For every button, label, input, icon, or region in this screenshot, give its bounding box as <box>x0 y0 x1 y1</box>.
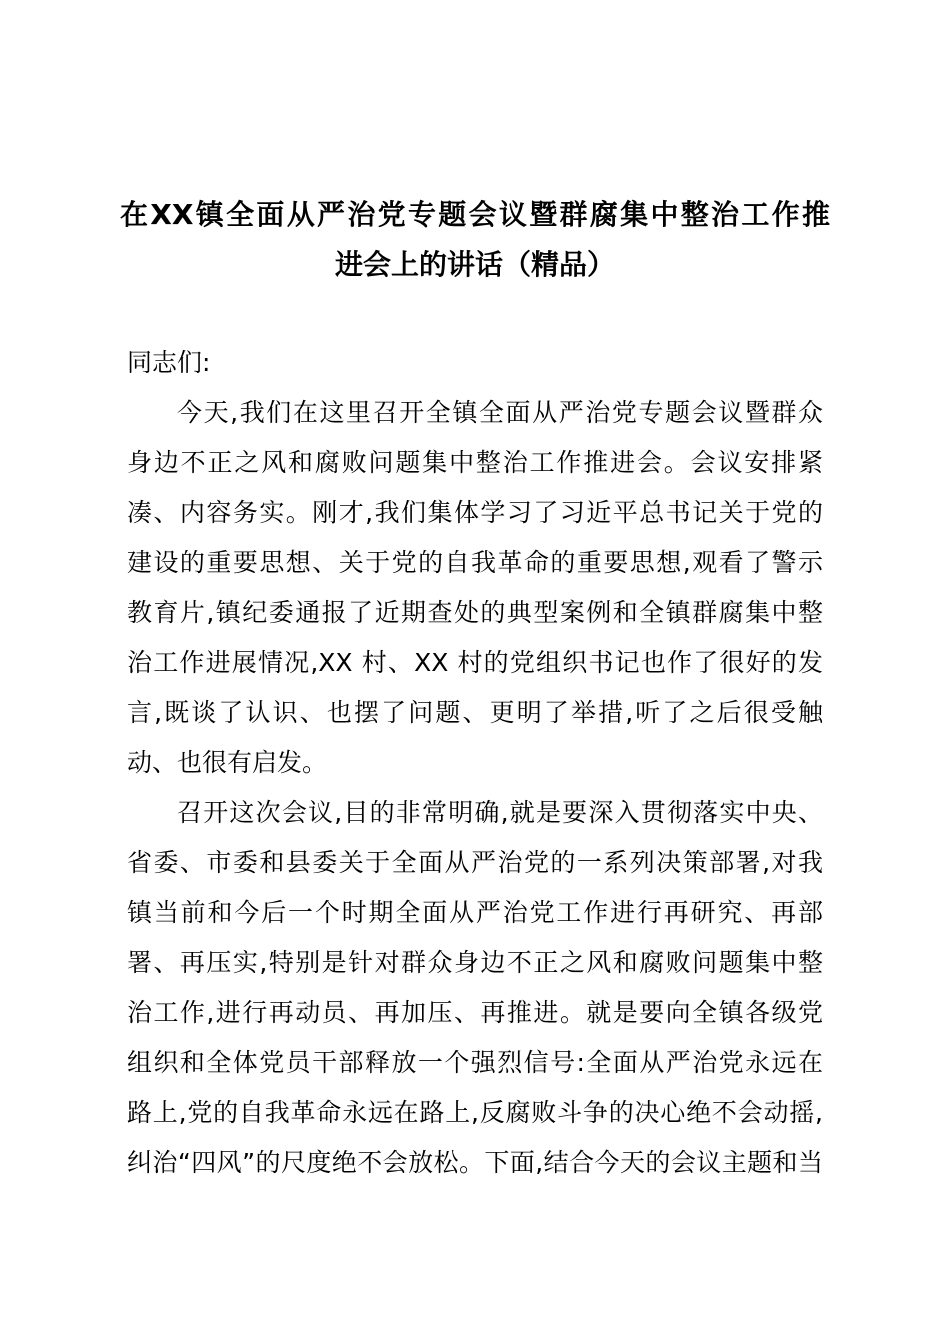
paragraph-line: 治工作进展情况,XX 村、XX 村的党组织书记也作了很好的发 <box>127 648 823 677</box>
paragraph-line: 署、再压实,特别是针对群众身边不正之风和腐败问题集中整 <box>127 948 823 977</box>
paragraph-line: 组织和全体党员干部释放一个强烈信号:全面从严治党永远在 <box>127 1048 823 1077</box>
paragraph-line: 治工作,进行再动员、再加压、再推进。就是要向全镇各级党 <box>127 998 823 1027</box>
paragraph-line: 镇当前和今后一个时期全面从严治党工作进行再研究、再部 <box>127 898 823 927</box>
document-title-line-2: 进会上的讲话（精品） <box>334 248 615 281</box>
paragraph-line: 建设的重要思想、关于党的自我革命的重要思想,观看了警示 <box>127 548 823 577</box>
paragraph-line: 身边不正之风和腐败问题集中整治工作推进会。会议安排紧 <box>127 448 823 477</box>
salutation: 同志们: <box>127 348 211 377</box>
paragraph-line: 纠治“四风”的尺度绝不会放松。下面,结合今天的会议主题和当 <box>127 1148 823 1177</box>
paragraph-line: 教育片,镇纪委通报了近期查处的典型案例和全镇群腐集中整 <box>127 598 823 627</box>
document-title-line-1: 在XX镇全面从严治党专题会议暨群腐集中整治工作推 <box>120 198 830 231</box>
paragraph-line: 路上,党的自我革命永远在路上,反腐败斗争的决心绝不会动摇, <box>127 1098 823 1127</box>
paragraph-line: 言,既谈了认识、也摆了问题、更明了举措,听了之后很受触 <box>127 698 823 727</box>
paragraph-line: 省委、市委和县委关于全面从严治党的一系列决策部署,对我 <box>127 848 823 877</box>
paragraph-line: 今天,我们在这里召开全镇全面从严治党专题会议暨群众 <box>177 398 823 427</box>
paragraph-line: 凑、内容务实。刚才,我们集体学习了习近平总书记关于党的 <box>127 498 823 527</box>
paragraph-line: 召开这次会议,目的非常明确,就是要深入贯彻落实中央、 <box>177 798 823 827</box>
paragraph-line: 动、也很有启发。 <box>127 748 328 777</box>
